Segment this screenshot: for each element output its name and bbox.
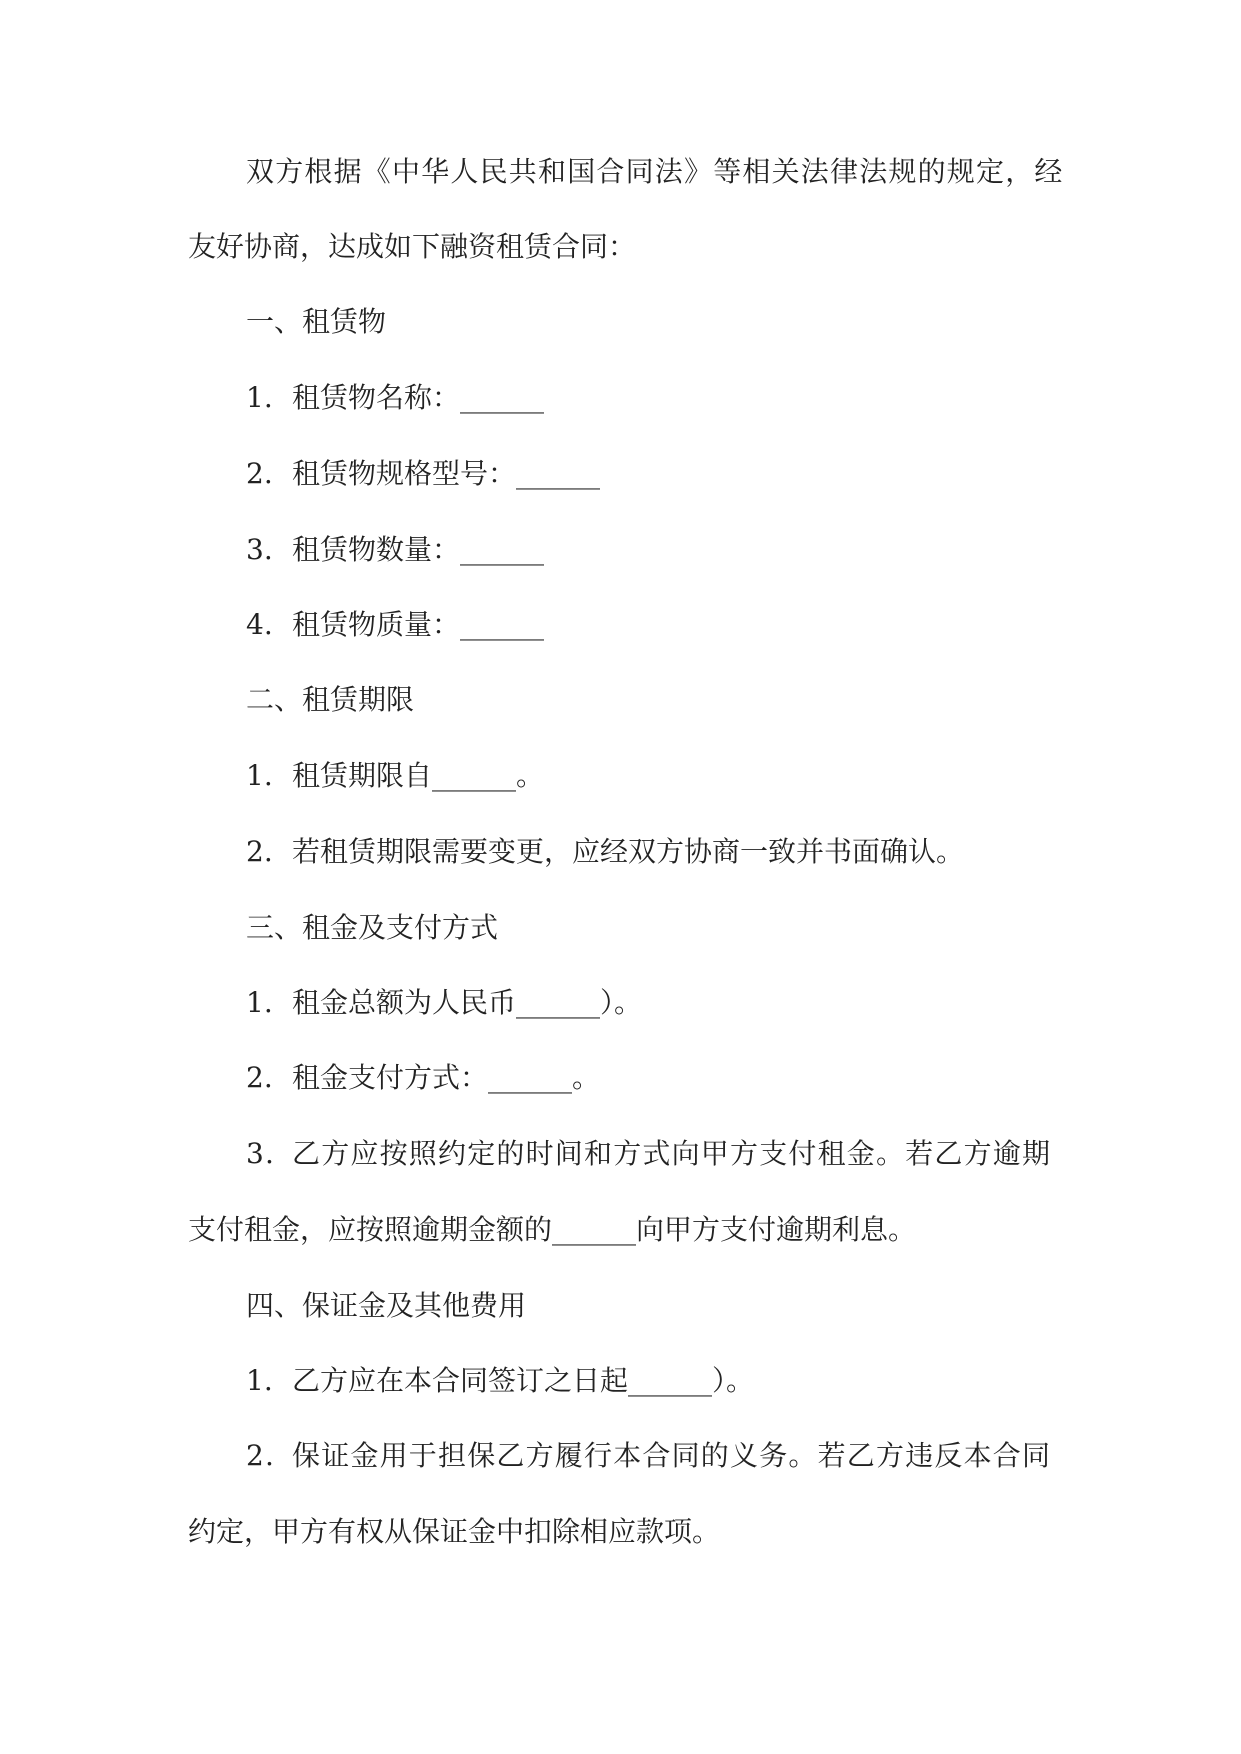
clause-text: 租金支付方式：______。 (292, 1061, 601, 1094)
clause-number: 4. (246, 608, 273, 641)
clause-number: 2. (246, 457, 273, 490)
clause-number: 3. (246, 1137, 276, 1170)
clause-rent-payment-method (246, 1058, 600, 1098)
clause-deposit-payment (246, 1361, 754, 1401)
clause-text: 乙方应在本合同签订之日起______）。 (292, 1364, 755, 1397)
clause-late-payment-continuation: 支付租金，应按照逾期金额的______向甲方支付逾期利息。 (188, 1213, 917, 1246)
clause-text: 若租赁期限需要变更，应经双方协商一致并书面确认。 (292, 835, 965, 868)
clause-late-payment (246, 1134, 1051, 1174)
clause-text: 租赁物规格型号：______ (292, 457, 601, 490)
clause-deposit-purpose (246, 1436, 1051, 1476)
clause-lease-term-change (246, 832, 964, 872)
clause-text: 租赁期限自______。 (292, 759, 545, 792)
clause-rent-total (246, 983, 642, 1023)
section-heading-lease-term: 二、租赁期限 (246, 683, 415, 716)
clause-leased-item-name (246, 378, 544, 418)
clause-number: 2. (246, 1439, 276, 1472)
clause-text: 租金总额为人民币______）。 (292, 986, 643, 1019)
clause-number: 3. (246, 533, 273, 566)
clause-number: 2. (246, 835, 273, 868)
clause-number: 1. (246, 1364, 273, 1397)
clause-text: 保证金用于担保乙方履行本合同的义务。若乙方违反本合同 (292, 1439, 1052, 1472)
clause-text: 租赁物名称：______ (292, 381, 545, 414)
clause-number: 2. (246, 1061, 273, 1094)
clause-text: 租赁物数量：______ (292, 533, 545, 566)
clause-number: 1. (246, 986, 273, 1019)
clause-deposit-purpose-continuation: 约定，甲方有权从保证金中扣除相应款项。 (188, 1515, 721, 1548)
section-heading-leased-item: 一、租赁物 (246, 305, 387, 338)
clause-number: 1. (246, 381, 273, 414)
clause-number: 1. (246, 759, 273, 792)
clause-leased-item-quantity (246, 530, 544, 570)
clause-leased-item-spec (246, 454, 600, 494)
clause-lease-term-start (246, 756, 544, 796)
intro-paragraph-line-1: 双方根据《中华人民共和国合同法》等相关法律法规的规定，经 (246, 155, 1064, 188)
clause-leased-item-quality (246, 605, 544, 645)
section-heading-rent-payment: 三、租金及支付方式 (246, 911, 499, 944)
clause-text: 租赁物质量：______ (292, 608, 545, 641)
clause-text: 乙方应按照约定的时间和方式向甲方支付租金。若乙方逾期 (292, 1137, 1052, 1170)
section-heading-deposit-fees: 四、保证金及其他费用 (246, 1289, 527, 1322)
intro-paragraph-line-2: 友好协商，达成如下融资租赁合同： (188, 230, 637, 263)
